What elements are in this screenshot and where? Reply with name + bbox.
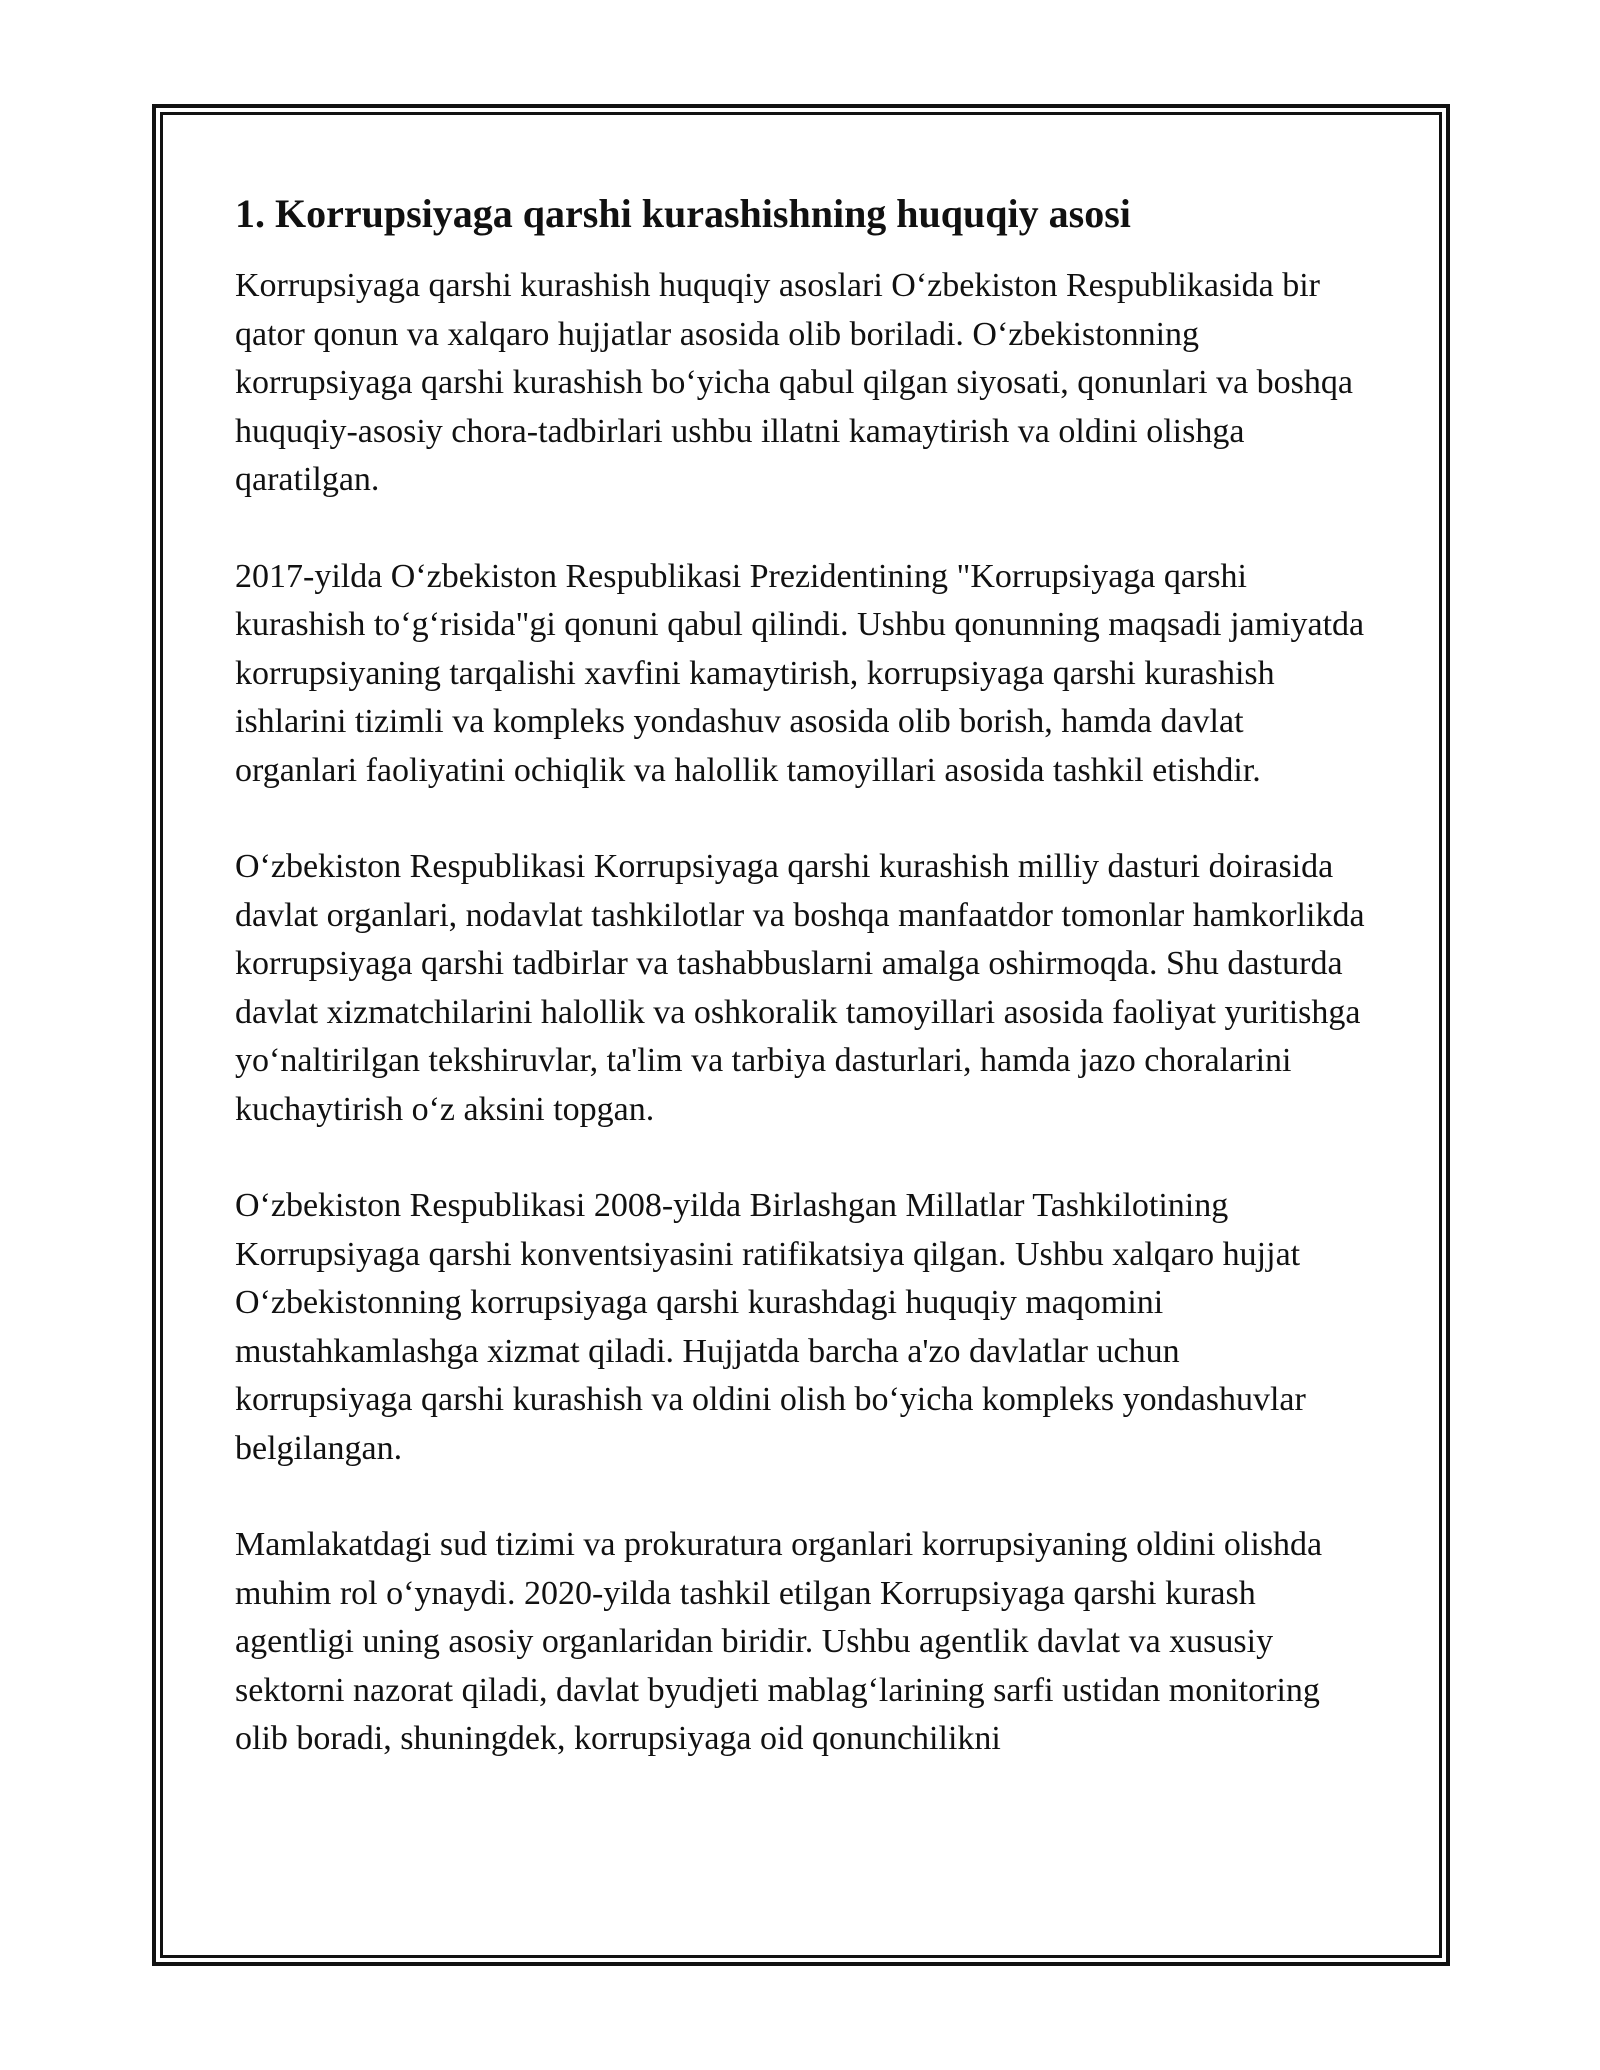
paragraph-1: Korrupsiyaga qarshi kurashish huquqiy asoslari O‘zbekiston Respublikasida bir qator qonun va xalqaro hujjatlar asosida olib boriladi. O‘zbekistonning korrupsiyaga qarshi kurashish bo‘yicha qabul qilgan siyosati, qonunlari va boshqa huquqiy-asosiy chora-tadbirlari ushbu illatni kamaytirish va oldini olishga qaratilgan. bbox=[235, 267, 1353, 498]
paragraph-2: 2017-yilda O‘zbekiston Respublikasi Prezidentining "Korrupsiyaga qarshi kurashish to‘g‘risida"gi qonuni qabul qilindi. Ushbu qonunning maqsadi jamiyatda korrupsiyaning tarqalishi xavfini kamaytirish, korrupsiyaga qarshi kurashish ishlarini tizimli va kompleks yondashuv asosida olib borish, hamda davlat organlari faoliyatini ochiqlik va halollik tamoyillari asosida tashkil etishdir. bbox=[235, 557, 1365, 789]
paragraph-3: O‘zbekiston Respublikasi Korrupsiyaga qarshi kurashish milliy dasturi doirasida davlat organlari, nodavlat tashkilotlar va boshqa manfaatdor tomonlar hamkorlikda korrupsiyaga qarshi tadbirlar va tashabbuslarni amalga oshirmoqda. Shu dasturda davlat xizmatchilarini halollik va oshkoralik tamoyillari asosida faoliyat yuritishga yo‘naltirilgan tekshiruvlar, ta'lim va tarbiya dasturlari, hamda jazo choralarini kuchaytirish o‘z aksini topgan. bbox=[235, 848, 1365, 1128]
paragraph-5: Mamlakatdagi sud tizimi va prokuratura organlari korrupsiyaning oldini olishda muhim rol o‘ynaydi. 2020-yilda tashkil etilgan Korrupsiyaga qarshi kurash agentligi uning asosiy organlaridan biridir. Ushbu agentlik davlat va xususiy sektorni nazorat qiladi, davlat byudjeti mablag‘larining sarfi ustidan monitoring olib boradi, shuningdek, korrupsiyaga oid qonunchilikni bbox=[235, 1526, 1323, 1757]
paragraph-4: O‘zbekiston Respublikasi 2008-yilda Birlashgan Millatlar Tashkilotining Korrupsiyaga qarshi konventsiyasini ratifikatsiya qilgan. Ushbu xalqaro hujjat O‘zbekistonning korrupsiyaga qarshi kurashdagi huquqiy maqomini mustahkamlashga xizmat qiladi. Hujjatda barcha a'zo davlatlar uchun korrupsiyaga qarshi kurashish va oldini olish bo‘yicha kompleks yondashuvlar belgilangan. bbox=[235, 1187, 1306, 1467]
document-body bbox=[235, 188, 1365, 1812]
section-heading: 1. Korrupsiyaga qarshi kurashishning huquqiy asosi bbox=[235, 191, 1131, 236]
